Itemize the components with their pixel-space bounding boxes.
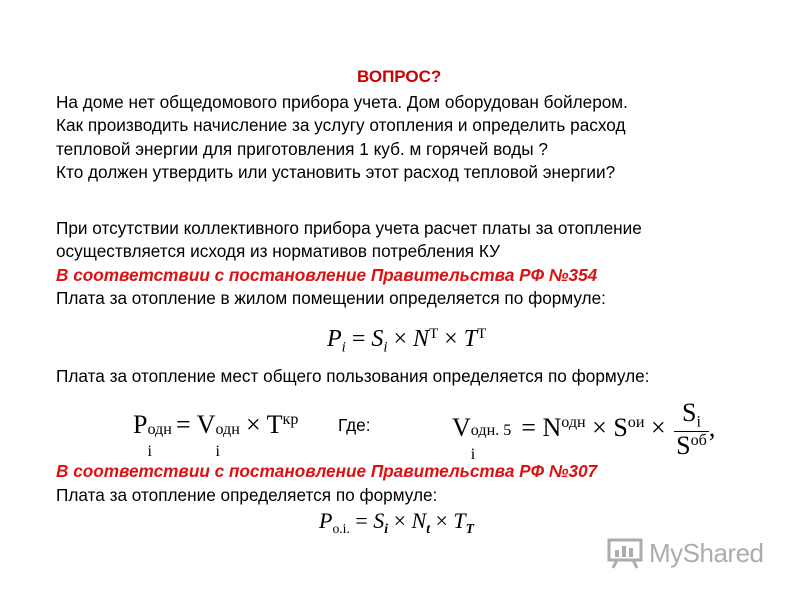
- where-label: Где:: [338, 415, 371, 435]
- question-line-4: Кто должен утвердить или установить этот расход тепловой энергии?: [56, 162, 616, 182]
- presentation-chart-icon: [607, 537, 643, 569]
- formula-living-space: $P_i = S_i \times N^T \times T^T$: [327, 326, 487, 356]
- answer-line-3: Плата за отопление в жилом помещении определяется по формуле:: [56, 288, 606, 308]
- answer-line-2: осуществляется исходя из нормативов потребления КУ: [56, 241, 501, 261]
- slide-title: ВОПРОС?: [357, 67, 442, 86]
- answer-line-4: Плата за отопление мест общего пользования определяется по формуле:: [56, 366, 650, 386]
- formula-volume: V одн. 5 i = $N^{одн} \times S^{ои}$ × $\frac{S_i}{S^{об}}$ ,: [452, 398, 716, 463]
- reference-307: В соответствии с постановление Правительства РФ №307: [56, 461, 598, 481]
- question-line-1: На доме нет общедомового прибора учета. Дом оборудован бойлером.: [56, 92, 628, 112]
- formula-common-areas: P одн i = V одн i × $T^{кр}$: [133, 410, 299, 460]
- reference-354: В соответствии с постановление Правительства РФ №354: [56, 265, 598, 285]
- formula-heating-307: $P_{о.i.} = S_i \times N_t \times T_T$: [319, 508, 474, 536]
- question-line-3: тепловой энергии для приготовления 1 куб. м горячей воды ?: [56, 139, 548, 159]
- logo-text: MyShared: [649, 537, 764, 568]
- question-line-2: Как производить начисление за услугу отопления и определить расход: [56, 115, 626, 135]
- fraction-si-over-sob: $\frac{S_i}{S^{об}}$: [676, 398, 707, 461]
- answer-line-1: При отсутствии коллективного прибора учета расчет платы за отопление: [56, 218, 642, 238]
- answer-line-5: Плата за отопление определяется по формуле:: [56, 485, 438, 505]
- myshared-logo: [607, 537, 764, 569]
